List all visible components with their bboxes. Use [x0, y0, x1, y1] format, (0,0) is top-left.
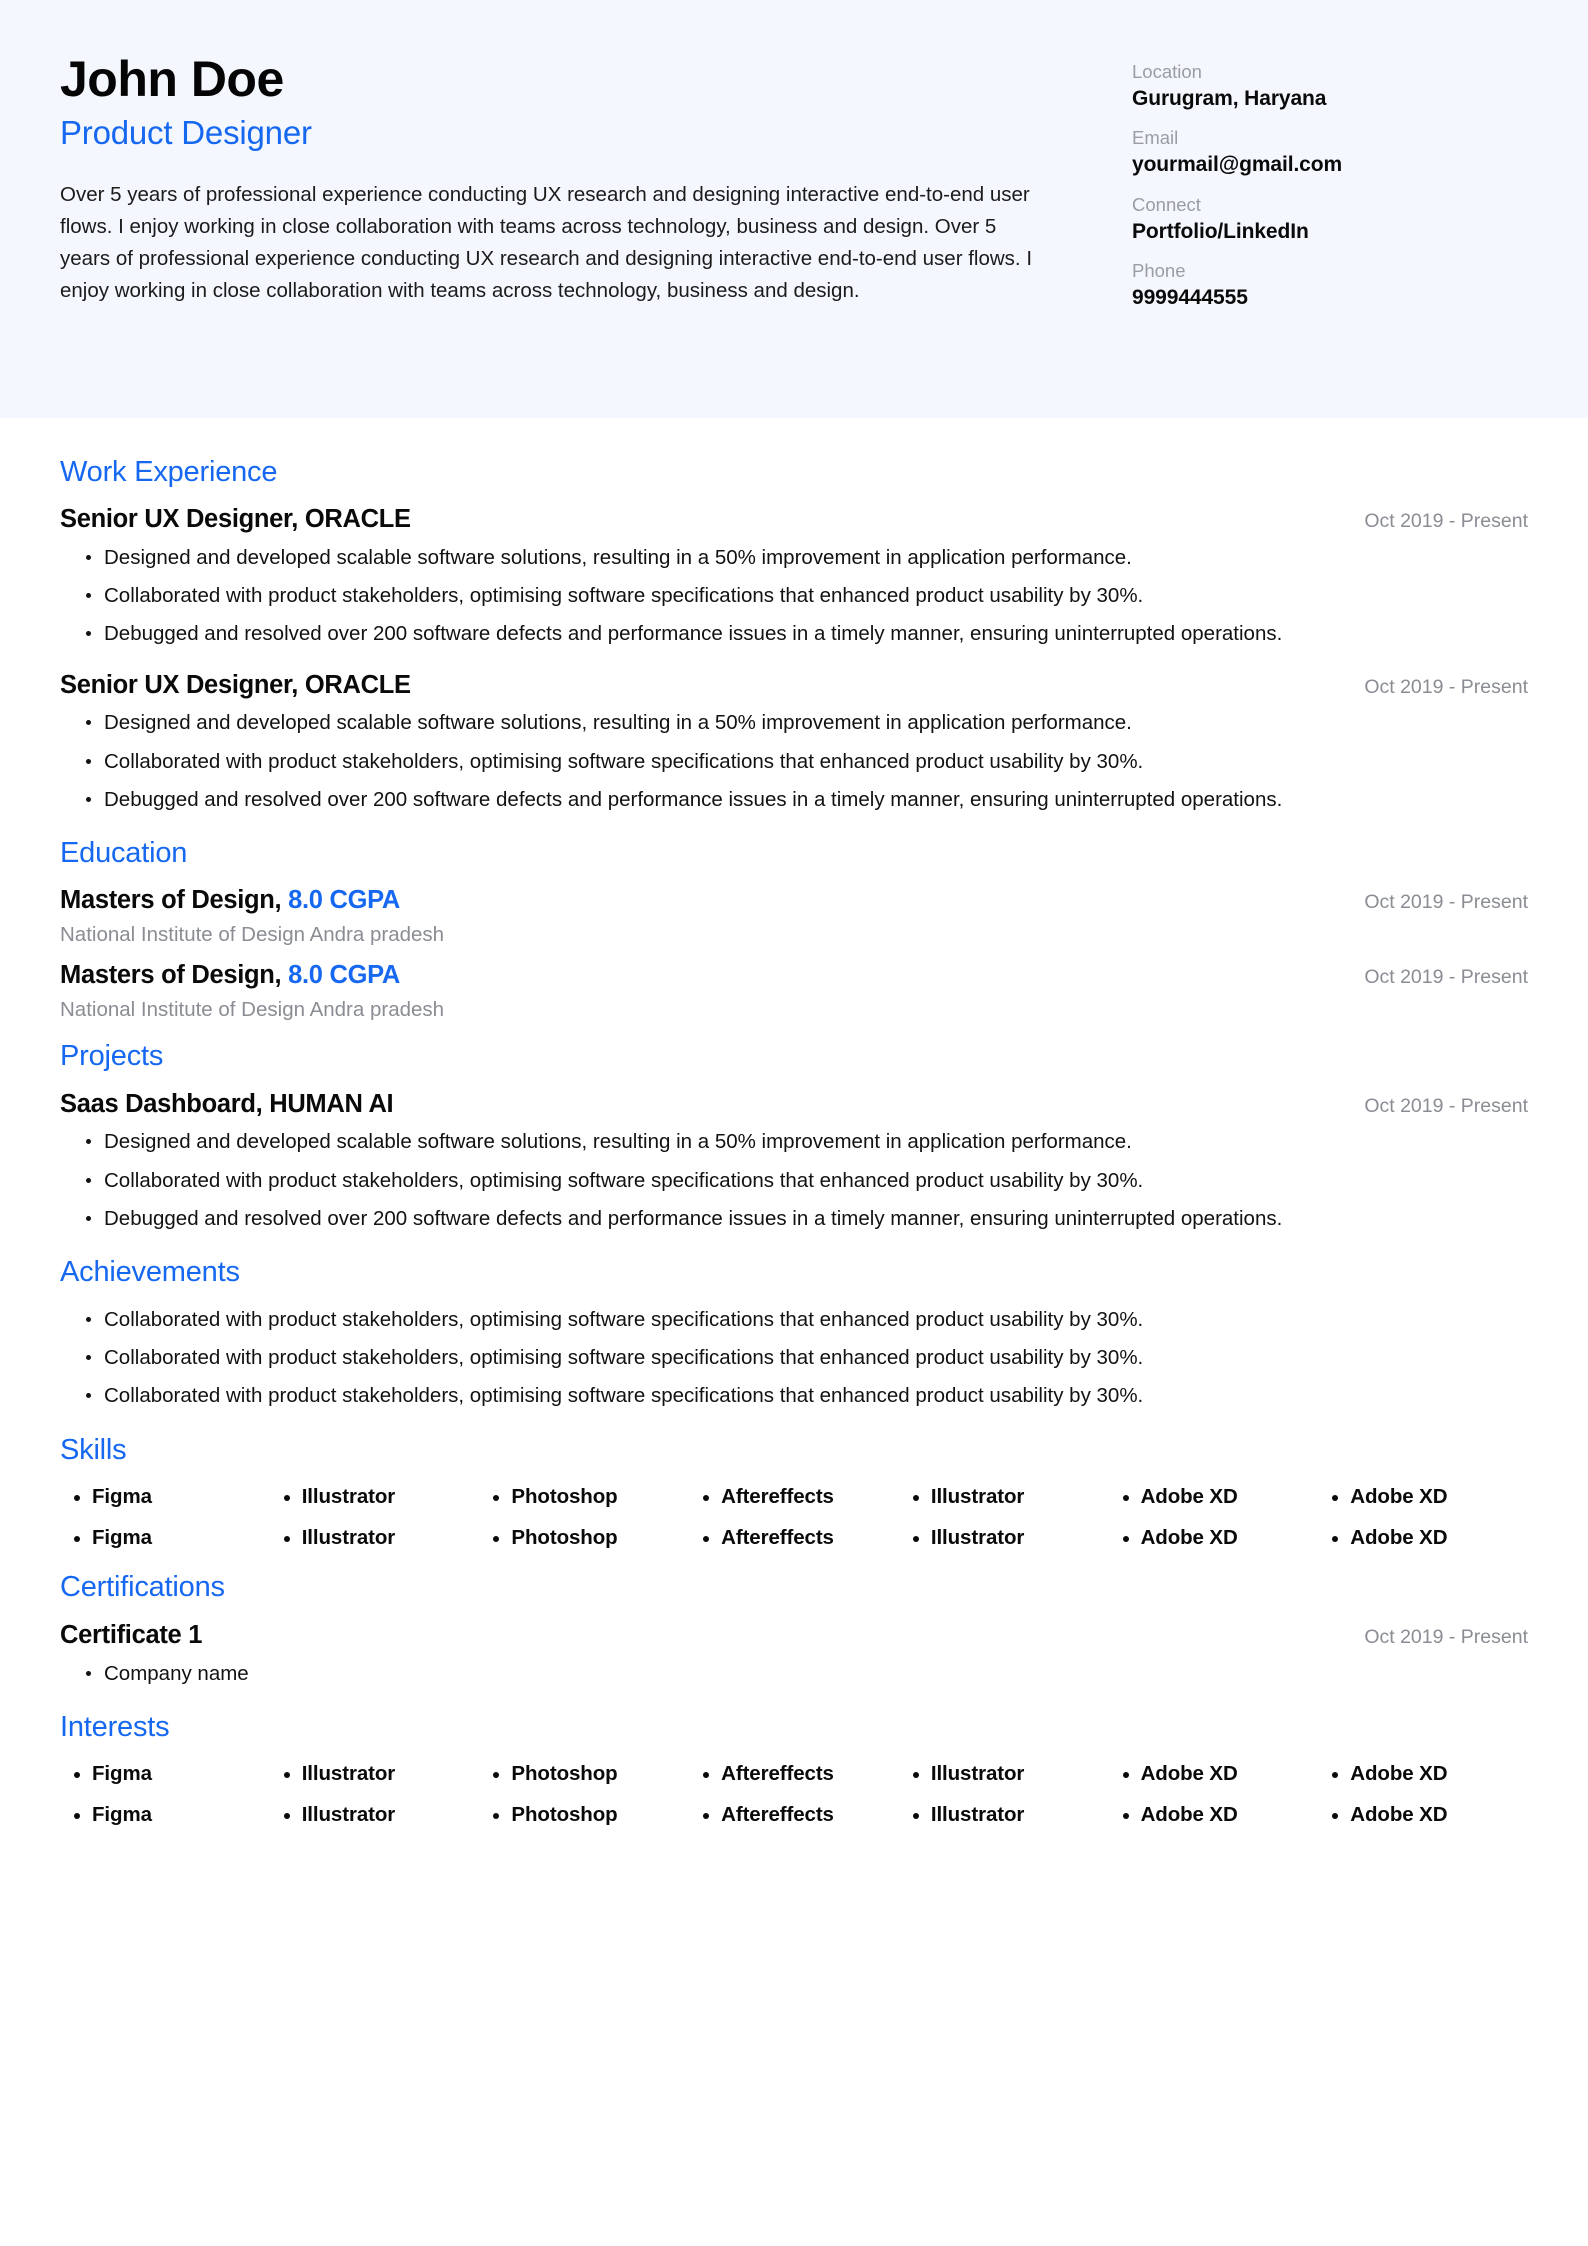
bullet-item: Designed and developed scalable software solutions, resulting in a 50% improvement in application performance.	[86, 1126, 1528, 1157]
contact-value: 9999444555	[1132, 285, 1248, 309]
interest-item: Photoshop	[479, 1759, 689, 1790]
interest-item: Adobe XD	[1109, 1800, 1319, 1831]
resume-header	[0, 0, 1588, 418]
section-heading: Projects	[60, 1040, 164, 1073]
bullet-item: Collaborated with product stakeholders, optimising software specifications that enhanced product usability by 30%.	[86, 1304, 1528, 1335]
interest-item: Photoshop	[479, 1800, 689, 1831]
resume-body	[0, 418, 1588, 1886]
skills-grid	[60, 1482, 1528, 1554]
entry-date: Oct 2019 - Present	[1364, 510, 1528, 533]
contact-value: Gurugram, Haryana	[1132, 86, 1327, 110]
interest-item: Illustrator	[899, 1759, 1109, 1790]
skill-item: Adobe XD	[1318, 1482, 1528, 1513]
bullet-item: Debugged and resolved over 200 software defects and performance issues in a timely manner, ensuring uninterrupted operations.	[86, 618, 1528, 649]
contact-value[interactable]: Portfolio/LinkedIn	[1132, 219, 1309, 243]
entry-bullets	[60, 1658, 1528, 1689]
work-entry	[60, 670, 1528, 815]
skill-item: Figma	[60, 1523, 270, 1554]
candidate-summary: Over 5 years of professional experience conducting UX research and designing interactive end-to-end user flows. I enjoy working in close collaboration with teams across technology, business and design. Over 5 years of professional experience conducting UX research and designing interactive end-to-end user flows. I enjoy working in close collaboration with teams across technology, business and design.	[60, 182, 1033, 303]
interest-item: Adobe XD	[1318, 1759, 1528, 1790]
entry-bullets	[60, 542, 1528, 649]
contact-location	[1132, 60, 1528, 113]
contact-label: Email	[1132, 127, 1179, 149]
degree-text: Masters of Design,	[60, 960, 282, 989]
entry-header	[60, 670, 1528, 702]
skill-item: Illustrator	[899, 1482, 1109, 1513]
bullet-item: Debugged and resolved over 200 software defects and performance issues in a timely manner, ensuring uninterrupted operations.	[86, 784, 1528, 815]
entry-title: Saas Dashboard, HUMAN AI	[60, 1089, 394, 1118]
achievement-bullets	[60, 1304, 1528, 1411]
section-heading: Skills	[60, 1433, 127, 1466]
entry-date: Oct 2019 - Present	[1364, 891, 1528, 914]
entry-title	[60, 960, 400, 992]
contact-connect	[1132, 193, 1528, 246]
certification-entry	[60, 1620, 1528, 1689]
project-entry	[60, 1089, 1528, 1234]
skill-item: Figma	[60, 1482, 270, 1513]
entry-bullets	[60, 1126, 1528, 1233]
bullet-item: Collaborated with product stakeholders, optimising software specifications that enhanced product usability by 30%.	[86, 1342, 1528, 1373]
interest-item: Aftereffects	[689, 1800, 899, 1831]
skill-item: Illustrator	[899, 1523, 1109, 1554]
entry-header	[60, 504, 1528, 536]
entry-title	[60, 885, 400, 917]
bullet-item: Collaborated with product stakeholders, optimising software specifications that enhanced product usability by 30%.	[86, 580, 1528, 611]
entry-date: Oct 2019 - Present	[1364, 1625, 1528, 1648]
section-heading: Education	[60, 836, 188, 869]
institute-name: National Institute of Design Andra pradesh	[60, 923, 445, 947]
interest-item: Aftereffects	[689, 1759, 899, 1790]
bullet-item: Company name	[86, 1658, 1528, 1689]
entry-date: Oct 2019 - Present	[1364, 965, 1528, 988]
entry-date: Oct 2019 - Present	[1364, 1094, 1528, 1117]
candidate-name: John Doe	[60, 51, 284, 107]
education-entry	[60, 960, 1528, 1025]
grade-text: 8.0 CGPA	[288, 886, 401, 915]
entry-header	[60, 885, 1528, 917]
entry-header	[60, 1620, 1528, 1652]
entry-header	[60, 1089, 1528, 1121]
section-projects	[60, 1038, 1528, 1234]
skill-item: Adobe XD	[1109, 1482, 1319, 1513]
contact-label: Location	[1132, 61, 1202, 82]
contact-label: Connect	[1132, 193, 1201, 215]
skill-item: Illustrator	[270, 1523, 480, 1554]
section-education	[60, 835, 1528, 1024]
interest-item: Illustrator	[899, 1800, 1109, 1831]
degree-text: Masters of Design,	[60, 886, 282, 915]
section-work-experience	[60, 454, 1528, 815]
bullet-item: Collaborated with product stakeholders, optimising software specifications that enhanced product usability by 30%.	[86, 746, 1528, 777]
entry-title: Senior UX Designer, ORACLE	[60, 505, 411, 534]
interest-item: Illustrator	[270, 1800, 480, 1831]
entry-date: Oct 2019 - Present	[1364, 675, 1528, 698]
interest-item: Adobe XD	[1109, 1759, 1319, 1790]
section-heading: Work Experience	[60, 456, 278, 488]
contact-email	[1132, 126, 1528, 179]
entry-title: Senior UX Designer, ORACLE	[60, 670, 411, 699]
skill-item: Aftereffects	[689, 1482, 899, 1513]
skill-item: Photoshop	[479, 1523, 689, 1554]
contact-label: Phone	[1132, 259, 1186, 281]
work-entry	[60, 504, 1528, 649]
skill-item: Illustrator	[270, 1482, 480, 1513]
entry-header	[60, 960, 1528, 992]
skill-item: Adobe XD	[1109, 1523, 1319, 1554]
interests-grid	[60, 1759, 1528, 1831]
bullet-item: Designed and developed scalable software solutions, resulting in a 50% improvement in application performance.	[86, 542, 1528, 573]
section-interests	[60, 1709, 1528, 1831]
education-entry	[60, 885, 1528, 950]
interest-item: Figma	[60, 1759, 270, 1790]
section-heading: Certifications	[60, 1571, 225, 1604]
skill-item: Adobe XD	[1318, 1523, 1528, 1554]
candidate-role: Product Designer	[60, 114, 312, 151]
bullet-item: Debugged and resolved over 200 software defects and performance issues in a timely manner, ensuring uninterrupted operations.	[86, 1203, 1528, 1234]
bullet-item: Collaborated with product stakeholders, optimising software specifications that enhanced product usability by 30%.	[86, 1165, 1528, 1196]
header-identity	[60, 46, 1110, 307]
section-achievements	[60, 1254, 1528, 1412]
skill-item: Aftereffects	[689, 1523, 899, 1554]
interest-item: Adobe XD	[1318, 1800, 1528, 1831]
contact-details	[1110, 46, 1528, 325]
entry-title: Certificate 1	[60, 1620, 203, 1649]
section-skills	[60, 1432, 1528, 1554]
section-certifications	[60, 1569, 1528, 1688]
skill-item: Photoshop	[479, 1482, 689, 1513]
interest-item: Illustrator	[270, 1759, 480, 1790]
institute-name: National Institute of Design Andra pradesh	[60, 997, 445, 1021]
bullet-item: Designed and developed scalable software solutions, resulting in a 50% improvement in application performance.	[86, 707, 1528, 738]
bullet-item: Collaborated with product stakeholders, optimising software specifications that enhanced product usability by 30%.	[86, 1380, 1528, 1411]
grade-text: 8.0 CGPA	[288, 960, 401, 989]
interest-item: Figma	[60, 1800, 270, 1831]
section-heading: Interests	[60, 1710, 170, 1743]
contact-phone	[1132, 259, 1528, 312]
entry-bullets	[60, 707, 1528, 814]
section-heading: Achievements	[60, 1255, 240, 1288]
contact-value[interactable]: yourmail@gmail.com	[1132, 153, 1343, 177]
